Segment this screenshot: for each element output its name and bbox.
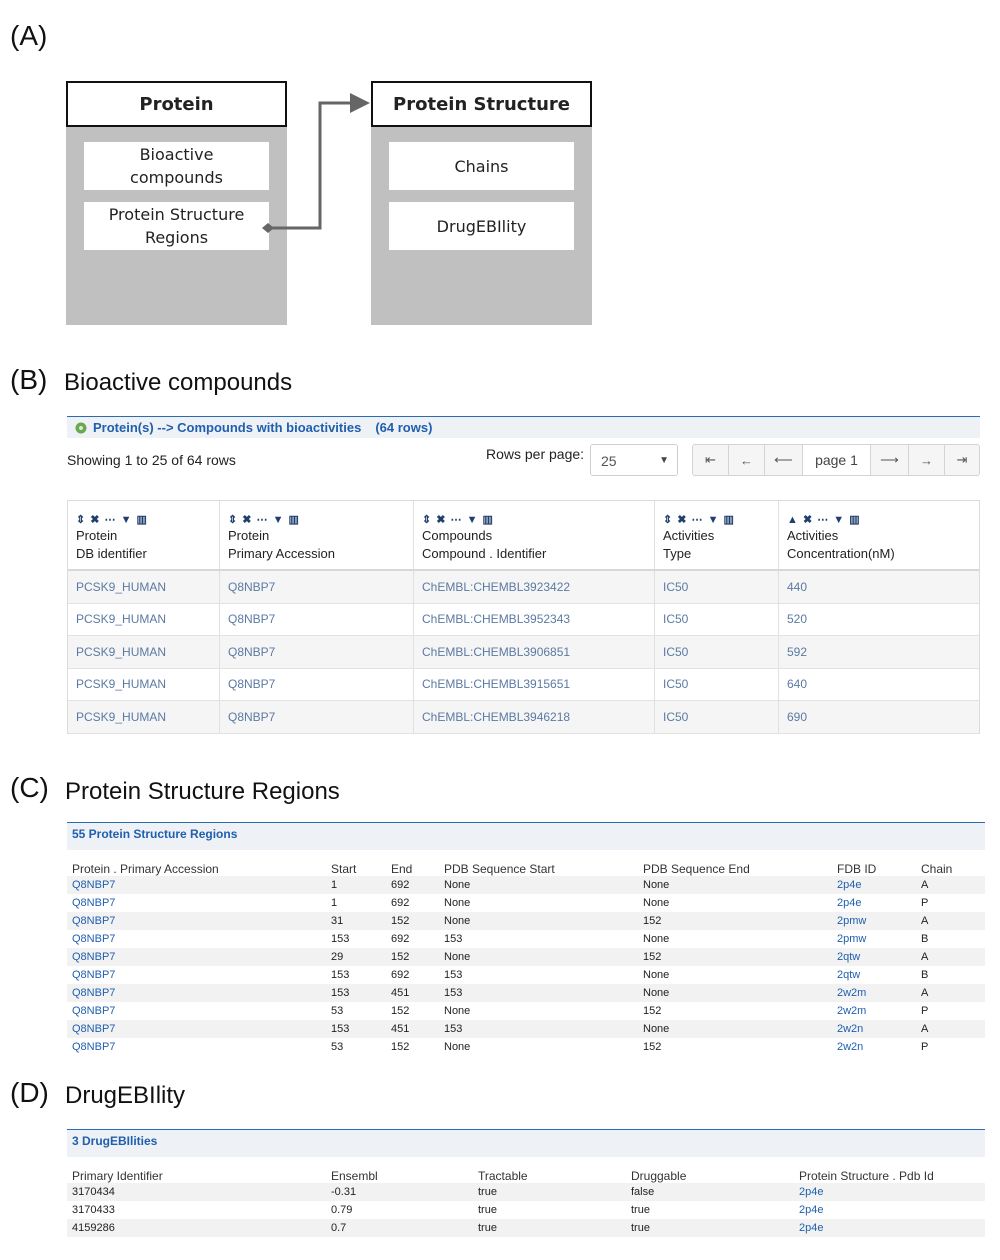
table-cell: 152 (643, 915, 662, 927)
table-row (67, 948, 985, 966)
regions-table-caption: 55 Protein Structure Regions (67, 822, 985, 850)
table-cell: P (921, 897, 929, 909)
table-cell: true (631, 1204, 650, 1216)
puzzle-icon (73, 421, 89, 435)
table-cell: 153 (331, 1023, 350, 1035)
drugebility-table (67, 1129, 985, 1237)
column-header[interactable] (414, 501, 655, 569)
table-cell[interactable]: Q8NBP7 (220, 571, 414, 603)
table-cell[interactable]: 520 (787, 612, 808, 627)
column-header-line1: Protein (228, 528, 270, 543)
table-cell[interactable]: ChEMBL:CHEMBL3923422 (414, 571, 655, 603)
fast-back-button[interactable]: ← (729, 445, 765, 475)
column-header[interactable]: Protein Structure . Pdb Id (799, 1169, 934, 1183)
panel-b-title: Bioactive compounds (64, 369, 293, 396)
table-cell: 153 (331, 987, 350, 999)
regions-table (67, 822, 985, 1056)
table-cell[interactable]: IC50 (655, 636, 779, 668)
drugebility-item[interactable]: DrugEBIlity (389, 202, 574, 250)
bioactive-compounds-item[interactable]: Bioactive compounds (84, 142, 269, 190)
protein-class-title: Protein (66, 81, 287, 127)
table-row (68, 571, 979, 604)
table-cell: None (643, 987, 670, 999)
table-cell[interactable]: PCSK9_HUMAN (68, 701, 220, 733)
column-tools-icons[interactable]: ▲ ✖ ⋯ ▼ ▥ (787, 514, 861, 526)
table-cell[interactable]: Q8NBP7 (220, 636, 414, 668)
table-cell: 153 (331, 933, 350, 945)
column-header-line1: Activities (787, 528, 839, 543)
column-header-line2: Concentration(nM) (787, 546, 895, 561)
table-cell-link[interactable]: 2w2m (837, 1005, 867, 1017)
column-header[interactable]: Tractable (478, 1169, 528, 1183)
table-row (68, 669, 979, 702)
table-cell-link[interactable]: 2p4e (799, 1186, 824, 1198)
panel-c-label: (C) (10, 772, 49, 803)
column-tools-icons[interactable]: ⇕ ✖ ⋯ ▼ ▥ (663, 514, 735, 526)
table-cell: A (921, 915, 929, 927)
table-cell: None (643, 879, 670, 891)
column-header[interactable] (68, 501, 220, 569)
table-cell: 153 (444, 1023, 463, 1035)
table-row (67, 930, 985, 948)
column-header[interactable]: Protein . Primary Accession (72, 862, 219, 876)
table-cell-link[interactable]: 2pmw (837, 933, 867, 945)
table-row (68, 636, 979, 669)
column-header-line2: Type (663, 546, 692, 561)
table-cell-link[interactable]: 2qtw (837, 969, 861, 981)
table-cell-link[interactable]: 2p4e (837, 897, 862, 909)
column-header[interactable] (220, 501, 414, 569)
table-cell[interactable]: Q8NBP7 (220, 669, 414, 701)
table-cell: B (921, 933, 929, 945)
table-cell: 692 (391, 969, 410, 981)
column-header-line1: Activities (663, 528, 715, 543)
table-cell-link[interactable]: 2p4e (799, 1204, 824, 1216)
table-cell[interactable]: Q8NBP7 (220, 604, 414, 636)
panel-c-title: Protein Structure Regions (65, 778, 340, 805)
chains-item[interactable]: Chains (389, 142, 574, 190)
table-cell: A (921, 1023, 929, 1035)
table-cell: 152 (643, 951, 662, 963)
table-cell: 451 (391, 987, 410, 999)
table-cell-link[interactable]: Q8NBP7 (72, 915, 116, 927)
rows-per-page-label: Rows per page: (486, 446, 585, 462)
protein-class-box (66, 81, 287, 325)
table-cell: None (643, 1023, 670, 1035)
table-cell: None (643, 933, 670, 945)
last-page-button[interactable]: ⇥ (956, 452, 968, 467)
table-cell: true (478, 1222, 497, 1234)
table-cell: 451 (391, 1023, 410, 1035)
column-tools-icons[interactable]: ⇕ ✖ ⋯ ▼ ▥ (422, 514, 494, 526)
table-cell-link[interactable]: 2w2m (837, 987, 867, 999)
table-cell-link[interactable]: Q8NBP7 (72, 951, 116, 963)
column-header[interactable] (655, 501, 779, 569)
table-cell: A (921, 951, 929, 963)
table-cell-link[interactable]: Q8NBP7 (72, 1005, 116, 1017)
table-cell: None (444, 1005, 471, 1017)
table-cell: 53 (331, 1041, 344, 1053)
table-cell-link[interactable]: Q8NBP7 (72, 987, 116, 999)
prev-page-button[interactable]: ⟵ (765, 445, 803, 475)
table-cell[interactable]: 592 (787, 644, 808, 659)
table-cell-link[interactable]: 2qtw (837, 951, 861, 963)
table-cell: None (444, 1041, 471, 1053)
table-cell: 4159286 (72, 1222, 115, 1234)
table-cell: 153 (444, 933, 463, 945)
table-row (67, 912, 985, 930)
table-row (67, 1183, 985, 1201)
table-row (68, 701, 979, 734)
chevron-down-icon: ▼ (659, 455, 669, 466)
table-cell: B (921, 969, 929, 981)
table-cell-link[interactable]: Q8NBP7 (72, 933, 116, 945)
table-cell: 152 (643, 1041, 662, 1053)
column-header[interactable]: PDB Sequence End (643, 862, 750, 876)
protein-structure-class-box (371, 81, 592, 325)
table-cell[interactable]: ChEMBL:CHEMBL3915651 (414, 669, 655, 701)
first-page-button[interactable]: ⇤ (693, 445, 729, 475)
table-cell[interactable]: PCSK9_HUMAN (68, 571, 220, 603)
table-cell[interactable]: IC50 (655, 701, 779, 733)
table-cell: true (478, 1204, 497, 1216)
table-cell: 3170433 (72, 1204, 115, 1216)
table-cell[interactable]: IC50 (655, 571, 779, 603)
table-cell: 0.79 (331, 1204, 353, 1216)
table-cell: None (643, 897, 670, 909)
column-tools-icons[interactable]: ⇕ ✖ ⋯ ▼ ▥ (228, 514, 300, 526)
table-cell-link[interactable]: 2p4e (837, 879, 862, 891)
table-cell: 152 (391, 951, 410, 963)
table-row (67, 1020, 985, 1038)
table-cell: 152 (391, 1005, 410, 1017)
column-header[interactable]: FDB ID (837, 862, 877, 876)
table-cell: 692 (391, 897, 410, 909)
table-cell: 3170434 (72, 1186, 115, 1198)
table-cell[interactable]: ChEMBL:CHEMBL3946218 (414, 701, 655, 733)
table-cell-link[interactable]: Q8NBP7 (72, 897, 116, 909)
protein-structure-regions-item[interactable]: Protein Structure Regions (84, 202, 269, 250)
table-cell[interactable]: IC50 (655, 669, 779, 701)
table-row (67, 1038, 985, 1056)
column-header[interactable]: Chain (921, 862, 953, 876)
table-cell: 153 (444, 969, 463, 981)
table-cell: A (921, 879, 929, 891)
column-header[interactable]: End (391, 862, 413, 876)
panel-a-label: (A) (10, 20, 48, 51)
table-cell-link[interactable]: Q8NBP7 (72, 1023, 116, 1035)
table-cell: 152 (643, 1005, 662, 1017)
table-cell: 152 (391, 915, 410, 927)
current-page-indicator: page 1 (803, 445, 871, 475)
drugebility-table-header (67, 1157, 985, 1183)
table-cell: 692 (391, 933, 410, 945)
fast-forward-button[interactable]: → (909, 445, 945, 475)
column-header-line2: DB identifier (76, 546, 147, 561)
next-page-button[interactable]: ⟶ (871, 445, 909, 475)
table-cell-link[interactable]: 2pmw (837, 915, 867, 927)
table-cell-link[interactable]: 2p4e (799, 1222, 824, 1234)
showing-rows-text: Showing 1 to 25 of 64 rows (67, 452, 236, 468)
column-header-line1: Compounds (422, 528, 493, 543)
table-cell[interactable]: Q8NBP7 (220, 701, 414, 733)
table-row (67, 1002, 985, 1020)
table-cell: 1 (331, 879, 338, 891)
table-cell: None (444, 915, 471, 927)
table-row (67, 1219, 985, 1237)
table-cell: 153 (331, 969, 350, 981)
table-cell: 29 (331, 951, 344, 963)
column-header[interactable]: Ensembl (331, 1169, 378, 1183)
table-cell[interactable]: PCSK9_HUMAN (68, 604, 220, 636)
table-cell-link[interactable]: Q8NBP7 (72, 879, 116, 891)
table-cell[interactable]: PCSK9_HUMAN (68, 636, 220, 668)
table-cell-link[interactable]: Q8NBP7 (72, 1041, 116, 1053)
table-cell: true (478, 1186, 497, 1198)
table-row (67, 984, 985, 1002)
table-cell: P (921, 1041, 929, 1053)
column-header-line2: Primary Accession (228, 546, 335, 561)
panel-d-label: (D) (10, 1077, 49, 1108)
table-cell[interactable]: PCSK9_HUMAN (68, 669, 220, 701)
table-cell: -0.31 (331, 1186, 357, 1198)
table-cell: 152 (391, 1041, 410, 1053)
table-cell: false (631, 1186, 655, 1198)
protein-structure-class-title: Protein Structure (371, 81, 592, 127)
panel-b-label: (B) (10, 364, 48, 395)
table-cell: 692 (391, 879, 410, 891)
drugebility-table-caption: 3 DrugEBIlities (67, 1129, 985, 1157)
table-cell[interactable]: 640 (787, 677, 808, 692)
table-cell: A (921, 987, 929, 999)
column-header[interactable]: Druggable (631, 1169, 687, 1183)
column-header[interactable] (779, 501, 979, 569)
table-cell: None (444, 879, 471, 891)
table-cell: 53 (331, 1005, 344, 1017)
table-cell: P (921, 1005, 929, 1017)
table-cell: 1 (331, 897, 338, 909)
table-row (68, 604, 979, 637)
column-tools-icons[interactable]: ⇕ ✖ ⋯ ▼ ▥ (76, 514, 148, 526)
table-cell[interactable]: 690 (787, 709, 808, 724)
column-header[interactable]: PDB Sequence Start (444, 862, 555, 876)
column-header[interactable]: Start (331, 862, 357, 876)
table-cell[interactable]: ChEMBL:CHEMBL3952343 (414, 604, 655, 636)
table-cell: None (444, 951, 471, 963)
grid-header-row (68, 501, 979, 571)
table-row (67, 1201, 985, 1219)
table-cell[interactable]: IC50 (655, 604, 779, 636)
column-header-line1: Protein (76, 528, 118, 543)
compounds-grid-title[interactable]: Protein(s) --> Compounds with bioactivities (93, 420, 362, 435)
compounds-grid-header (67, 416, 980, 438)
table-row (67, 894, 985, 912)
table-cell: None (643, 969, 670, 981)
table-cell[interactable]: ChEMBL:CHEMBL3906851 (414, 636, 655, 668)
table-cell: 31 (331, 915, 344, 927)
table-cell: 153 (444, 987, 463, 999)
panel-d-title: DrugEBIlity (65, 1082, 186, 1109)
table-cell: true (631, 1222, 650, 1234)
column-header[interactable]: Primary Identifier (72, 1169, 163, 1183)
column-header-line2: Compound . Identifier (422, 546, 547, 561)
compounds-grid (67, 500, 980, 734)
compounds-row-count: (64 rows) (375, 420, 433, 435)
table-cell-link[interactable]: 2w2n (837, 1041, 864, 1053)
table-cell: 0.7 (331, 1222, 347, 1234)
table-row (67, 876, 985, 894)
rows-per-page-value: 25 (601, 453, 617, 469)
regions-table-header (67, 850, 985, 876)
table-cell[interactable]: 440 (787, 579, 808, 594)
table-cell: None (444, 897, 471, 909)
table-cell-link[interactable]: 2w2n (837, 1023, 864, 1035)
table-cell-link[interactable]: Q8NBP7 (72, 969, 116, 981)
pagination (692, 444, 980, 476)
table-row (67, 966, 985, 984)
rows-per-page-select[interactable] (590, 444, 678, 476)
